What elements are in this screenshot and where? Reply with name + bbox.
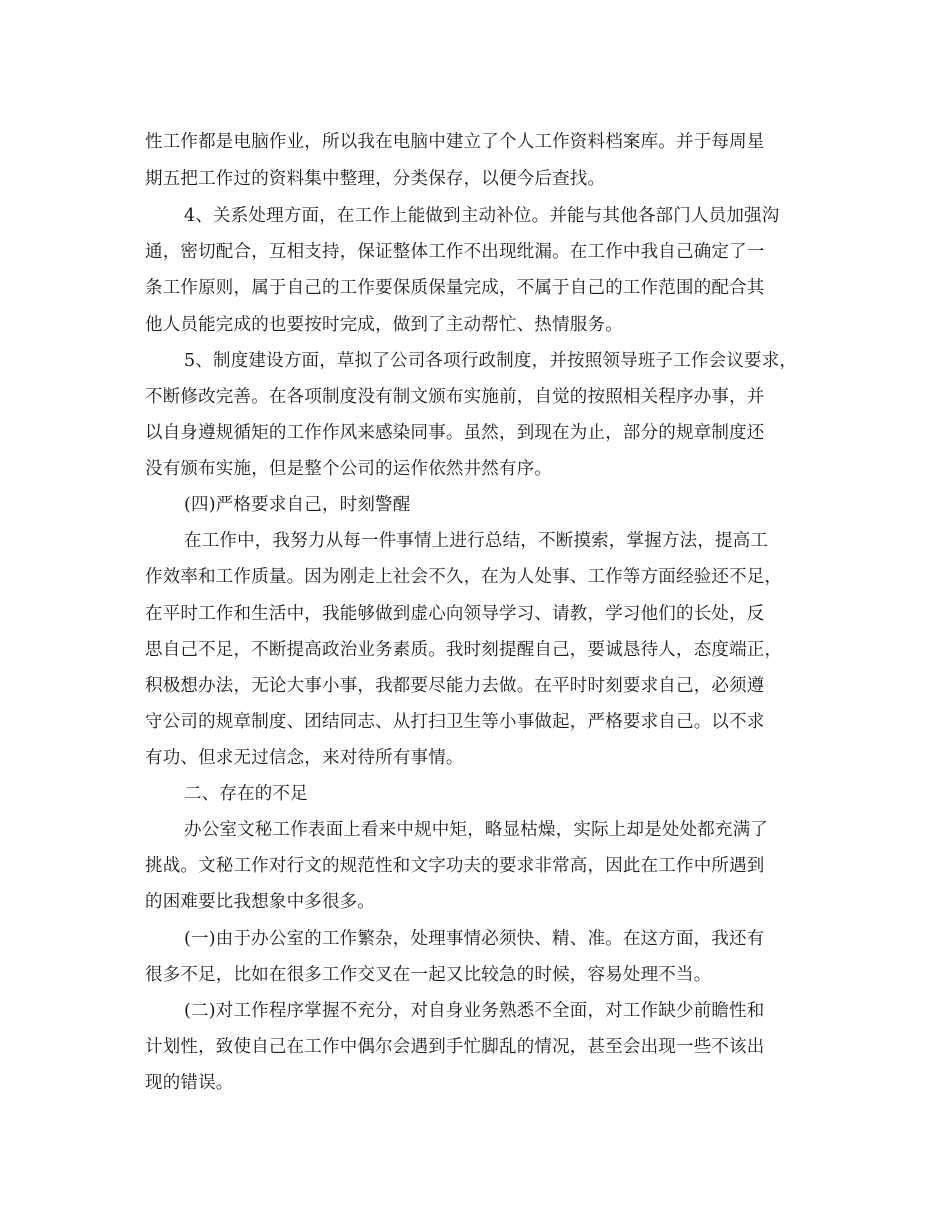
text-line: 没有颁布实施，但是整个公司的运作依然井然有序。 bbox=[145, 459, 553, 479]
text-line: 现的错误。 bbox=[145, 1073, 234, 1093]
text-line: 条工作原则，属于自己的工作要保质保量完成，不属于自己的工作范围的配合其 bbox=[145, 278, 765, 298]
text-line: 积极想办法，无论大事小事，我都要尽能力去做。在平时时刻要求自己，必须遵 bbox=[145, 676, 765, 696]
text-line: 性工作都是电脑作业，所以我在电脑中建立了个人工作资料档案库。并于每周星 bbox=[145, 132, 765, 152]
paragraph-start-line: (二)对工作程序掌握不充分，对自身业务熟悉不全面，对工作缺少前瞻性和 bbox=[184, 1001, 765, 1021]
text-line: 在平时工作和生活中，我能够做到虚心向领导学习、请教，学习他们的长处，反 bbox=[145, 604, 765, 624]
paragraph-start-line: 5、制度建设方面，草拟了公司各项行政制度，并按照领导班子工作会议要求， bbox=[184, 351, 798, 371]
text-line: 通，密切配合，互相支持，保证整体工作不出现纰漏。在工作中我自己确定了一 bbox=[145, 242, 765, 262]
text-line: 有功、但求无过信念，来对待所有事情。 bbox=[145, 748, 464, 768]
section-heading: 二、存在的不足 bbox=[184, 784, 308, 804]
text-line: 计划性，致使自己在工作中偶尔会遇到手忙脚乱的情况，甚至会出现一些不该出 bbox=[145, 1037, 765, 1057]
paragraph-start-line: 办公室文秘工作表面上看来中规中矩，略显枯燥，实际上却是处处都充满了 bbox=[184, 820, 769, 840]
section-heading: (四)严格要求自己，时刻警醒 bbox=[184, 495, 411, 515]
text-line: 挑战。文秘工作对行文的规范性和文字功夫的要求非常高，因此在工作中所遇到 bbox=[145, 856, 765, 876]
paragraph-start-line: 4、关系处理方面，在工作上能做到主动补位。并能与其他各部门人员加强沟 bbox=[184, 206, 780, 226]
text-line: 期五把工作过的资料集中整理，分类保存，以便今后查找。 bbox=[145, 169, 606, 189]
text-line: 以自身遵规循矩的工作作风来感染同事。虽然，到现在为止，部分的规章制度还 bbox=[145, 423, 765, 443]
text-line: 思自己不足，不断提高政治业务素质。我时刻提醒自己，要诚恳待人，态度端正， bbox=[145, 640, 783, 660]
text-line: 不断修改完善。在各项制度没有制文颁布实施前，自觉的按照相关程序办事，并 bbox=[145, 387, 765, 407]
text-line: 很多不足，比如在很多工作交叉在一起又比较急的时候，容易处理不当。 bbox=[145, 965, 712, 985]
paragraph-start-line: 在工作中，我努力从每一件事情上进行总结，不断摸索，掌握方法，提高工 bbox=[184, 531, 769, 551]
text-line: 作效率和工作质量。因为刚走上社会不久，在为人处事、工作等方面经验还不足， bbox=[145, 567, 783, 587]
text-line: 守公司的规章制度、团结同志、从打扫卫生等小事做起，严格要求自己。以不求 bbox=[145, 712, 765, 732]
text-line: 的困难要比我想象中多很多。 bbox=[145, 892, 376, 912]
paragraph-start-line: (一)由于办公室的工作繁杂，处理事情必须快、精、准。在这方面，我还有 bbox=[184, 929, 765, 949]
text-line: 他人员能完成的也要按时完成，做到了主动帮忙、热情服务。 bbox=[145, 315, 623, 335]
